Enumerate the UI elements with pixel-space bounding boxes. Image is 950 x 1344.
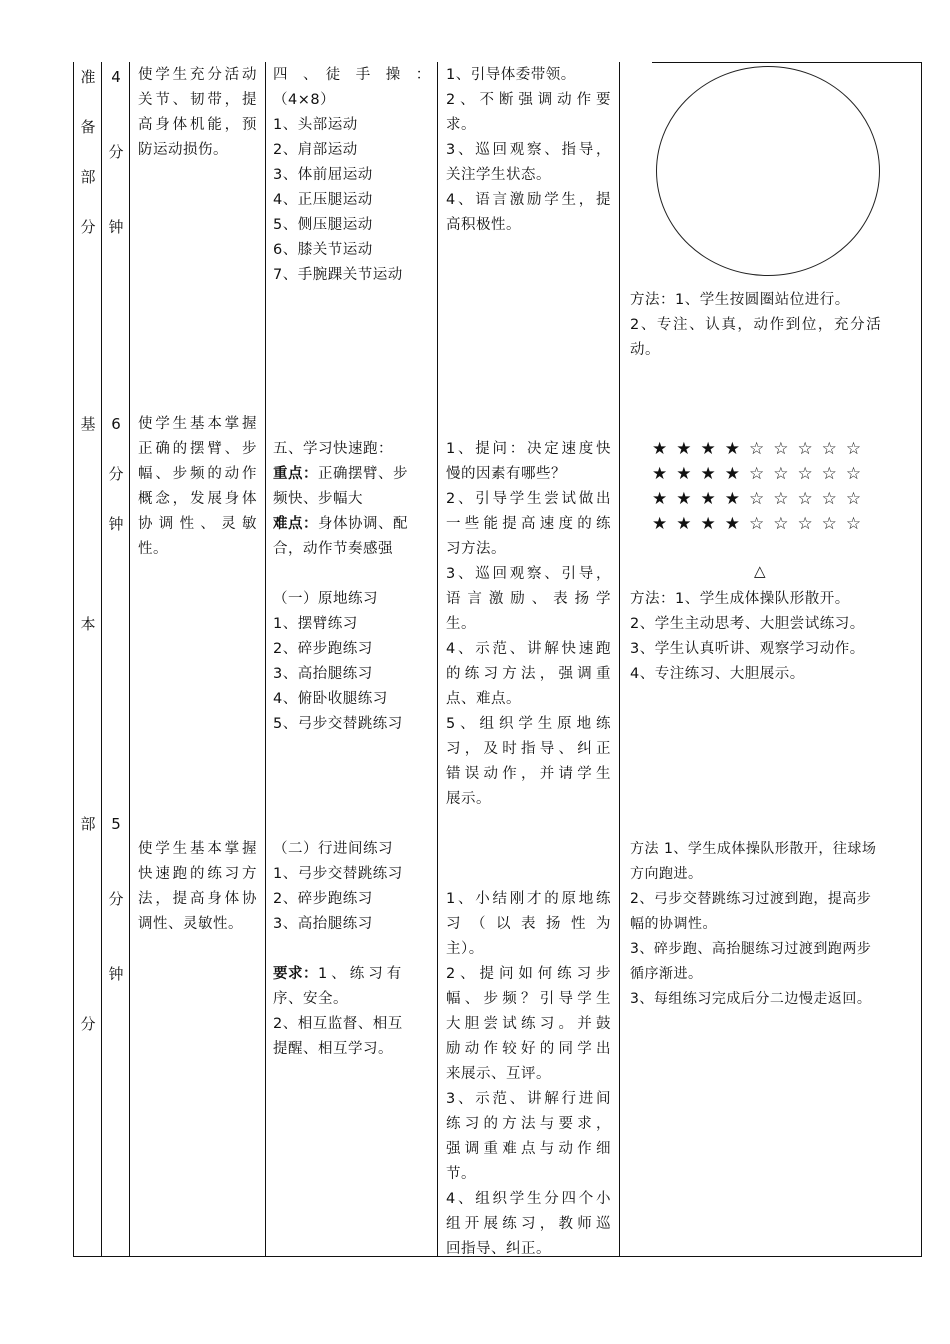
requirement-label: 要求： [273,966,318,982]
prep-teacher-activity [446,63,611,238]
basic-content-2 [273,837,433,1062]
basic-time1-label [103,412,129,537]
method-line: 3、每组练习完成后分二边慢走返回。 [630,991,872,1007]
teacher-line: 语言激励、表扬学 [446,591,611,607]
teacher-line: 关注学生状态。 [446,167,551,183]
teacher-line: 4、组织学生分四个小 [446,1191,611,1207]
method-line: 动。 [630,342,660,358]
column-line [921,62,922,1256]
requirement-text: 序、安全。 [273,991,348,1007]
teacher-line: 1、提问：决定速度快 [446,441,611,457]
content-line: 1、弓步交替跳练习 [273,866,403,882]
section-char: 备 [80,118,96,136]
teacher-line: 1、引导体委带领。 [446,67,576,83]
teacher-line: 大胆尝试练习。并鼓 [446,1016,611,1032]
content-line: 3、体前屈运动 [273,167,373,183]
prep-section-label [75,65,101,240]
goal-line: 协调性、灵敏 [138,516,257,532]
teacher-line: 生。 [446,616,476,632]
teacher-line: 求。 [446,117,476,133]
difficulty-label: 难点： [273,516,318,532]
time-char: 钟 [108,218,124,236]
teacher-line: 的练习方法，强调重 [446,666,611,682]
method-line: 4、专注练习、大胆展示。 [630,666,805,682]
method-line: 方法：1、学生按圆圈站位进行。 [630,292,850,308]
method-line: 方法：1、学生成体操队形散开。 [630,591,850,607]
teacher-line: 来展示、互评。 [446,1066,551,1082]
time-char: 钟 [108,515,124,533]
time-char: 钟 [108,965,124,983]
teacher-line: 4、示范、讲解快速跑 [446,641,611,657]
teacher-line: 主）。 [446,941,484,957]
basic-teacher-activity-2 [446,887,611,1262]
goal-line: 概念，发展身体 [138,491,257,507]
basic-section-char: 基 [80,415,96,433]
teacher-line: 2、提问如何练习步 [446,966,611,982]
goal-line: 防运动损伤。 [138,142,228,158]
difficulty-text: 身体协调、配 [318,516,408,532]
goal-line: 性。 [138,541,168,557]
content-title: 五、学习快速跑： [273,441,393,457]
content-line: 2、肩部运动 [273,142,358,158]
time-char: 6 [111,415,121,433]
time-char: 分 [108,465,124,483]
goal-line: 关节、韧带，提 [138,92,257,108]
requirement-text: 1、练习有 [318,966,406,982]
goal-line: 正确的摆臂、步 [138,441,257,457]
key-point-text: 正确摆臂、步 [318,466,408,482]
requirement-text: 2、相互监督、相互 [273,1016,403,1032]
content-line: 5、弓步交替跳练习 [273,716,403,732]
goal-line: 法，提高身体协 [138,891,257,907]
basic-section-char: 分 [80,1015,96,1033]
goal-line: 调性、灵敏性。 [138,916,243,932]
column-line [101,62,102,1256]
method-line: 2、弓步交替跳练习过渡到跑，提高步 [630,891,872,907]
prep-goal [138,63,257,163]
teacher-line: 错误动作，并请学生 [446,766,611,782]
goal-line: 使学生充分活动 [138,67,257,83]
top-border-line [652,62,922,63]
requirement-text: 提醒、相互学习。 [273,1041,393,1057]
goal-line: 快速跑的练习方 [138,866,257,882]
prep-time-label [103,65,129,240]
teacher-line: 节。 [446,1166,476,1182]
content-line: （一）原地练习 [273,591,378,607]
content-line: 5、侧压腿运动 [273,217,373,233]
time-char: 4 [111,68,121,86]
teacher-line: 1、小结刚才的原地练 [446,891,611,907]
column-line [73,62,74,1256]
method-line: 2、专注、认真，动作到位，充分活 [630,317,883,333]
content-line: 3、高抬腿练习 [273,666,373,682]
goal-line: 使学生基本掌握 [138,841,257,857]
time-char: 分 [108,143,124,161]
method-line: 方法 1、学生成体操队形散开，往球场 [630,841,877,857]
teacher-line: 幅、步频？引导学生 [446,991,611,1007]
basic-goal-2 [138,837,257,937]
method-line: 3、学生认真听讲、观察学习动作。 [630,641,865,657]
basic-section-char: 部 [80,815,96,833]
teacher-line: 5、组织学生原地练 [446,716,611,732]
method-line: 2、学生主动思考、大胆尝试练习。 [630,616,865,632]
teacher-line: 3、示范、讲解行进间 [446,1091,611,1107]
method-line: 循序渐进。 [630,966,703,982]
goal-line: 高身体机能，预 [138,117,257,133]
teacher-line: 一些能提高速度的练 [446,516,611,532]
method-line: 方向跑进。 [630,866,703,882]
teacher-line: 慢的因素有哪些？ [446,466,566,482]
column-line [437,62,438,1256]
content-line: 2、碎步跑练习 [273,641,373,657]
section-char: 分 [80,218,96,236]
teacher-line: 2、不断强调动作要 [446,92,611,108]
content-line: 2、碎步跑练习 [273,891,373,907]
teacher-line: 练习的方法与要求， [446,1116,611,1132]
teacher-line: 3、巡回观察、引导， [446,566,611,582]
prep-method [630,288,914,363]
basic-method-2 [630,837,914,1012]
content-line: 1、摆臂练习 [273,616,358,632]
column-line [619,62,620,1256]
time-char: 分 [108,890,124,908]
teacher-line: 3、巡回观察、指导， [446,142,611,158]
content-line: 6、膝关节运动 [273,242,373,258]
time-char: 5 [111,815,121,833]
difficulty-text: 合，动作节奏感强 [273,541,393,557]
basic-section-char: 本 [80,615,96,633]
content-line: （二）行进间练习 [273,841,393,857]
teacher-line: 展示。 [446,791,491,807]
teacher-position-icon: △ [754,562,766,580]
teacher-line: 习，及时指导、纠正 [446,741,611,757]
teacher-line: 强调重难点与动作细 [446,1141,611,1157]
teacher-line: 高积极性。 [446,217,521,233]
content-line: 1、头部运动 [273,117,358,133]
teacher-line: 回指导、纠正。 [446,1241,551,1257]
circle-formation-diagram [656,66,880,276]
content-line: 4、俯卧收腿练习 [273,691,388,707]
goal-line: 使学生基本掌握 [138,416,257,432]
prep-content [273,63,431,288]
column-line [129,62,130,1256]
key-point-text: 频快、步幅大 [273,491,363,507]
key-point-label: 重点： [273,466,318,482]
content-line: 3、高抬腿练习 [273,916,373,932]
teacher-line: 习方法。 [446,541,506,557]
section-char: 部 [80,168,96,186]
teacher-line: 习（以表扬性为 [446,916,611,932]
teacher-line: 2、引导学生尝试做出 [446,491,611,507]
basic-teacher-activity-1 [446,437,611,812]
method-line: 幅的协调性。 [630,916,717,932]
method-line: 3、碎步跑、高抬腿练习过渡到跑两步 [630,941,872,957]
goal-line: 幅、步频的动作 [138,466,257,482]
content-line: 7、手腕踝关节运动 [273,267,403,283]
section-char: 准 [80,68,96,86]
basic-method-1 [630,587,914,687]
basic-time2-label [103,812,129,987]
teacher-line: 组开展练习，教师巡 [446,1216,611,1232]
teacher-line: 4、语言激励学生，提 [446,192,611,208]
teacher-line: 励动作较好的同学出 [446,1041,611,1057]
content-line: 四 、 徒 手 操 ： [273,67,431,83]
content-line: 4、正压腿运动 [273,192,373,208]
column-line [265,62,266,1256]
content-line: （4×8） [273,92,336,108]
formation-row: ★★★★☆☆☆☆☆ [652,489,871,509]
basic-goal-1 [138,412,257,562]
formation-row: ★★★★☆☆☆☆☆ [652,439,871,459]
basic-content-1 [273,437,433,737]
formation-row: ★★★★☆☆☆☆☆ [652,514,871,534]
formation-row: ★★★★☆☆☆☆☆ [652,464,871,484]
teacher-line: 点、难点。 [446,691,521,707]
